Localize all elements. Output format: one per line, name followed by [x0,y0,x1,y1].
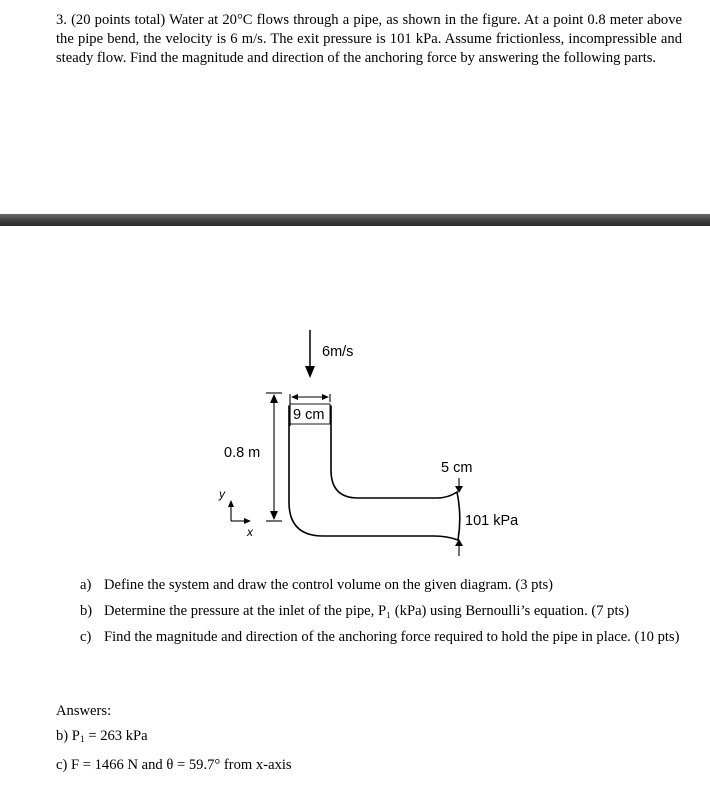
answer-c: c) F = 1466 N and θ = 59.7° from x-axis [56,757,292,773]
coordinate-axes [228,500,251,524]
answer-b-subscript: 1 [79,735,85,745]
part-c-marker: c) [80,629,92,645]
part-b-marker: b) [80,603,93,619]
exit-pressure-label: 101 kPa [465,513,519,529]
answers-heading: Answers: [56,703,112,719]
answer-b [56,727,292,750]
part-b [80,602,690,621]
x-axis-label: x [247,525,253,539]
question-parts [80,576,690,654]
part-a-marker: a) [80,577,92,593]
part-c [80,628,690,647]
pipe-inner-wall [331,406,457,498]
part-c-text: Find the magnitude and direction of the anchoring force required to hold the pipe in place. (10 pts) [104,629,680,645]
part-a [80,576,690,595]
part-a-text: Define the system and draw the control volume on the given diagram. (3 pts) [104,577,554,593]
height-dimension [266,393,282,521]
height-label: 0.8 m [224,445,261,461]
pipe-exit-end [457,492,460,540]
answer-b-value: = 263 kPa [84,728,148,744]
answers-section [56,702,292,781]
problem-text: 3. (20 points total) Water at 20°C flows through a pipe, as shown in the figure. At a point 0.8 meter above the pipe bend, the velocity is 6 m/s. The exit pressure is 101 kPa. Assume frictionless, incompressible and steady flow. Find the magnitude and direction of the anchoring force by answering the following parts. [56,12,682,66]
inlet-diameter-label: 9 cm [293,407,325,423]
part-b-text: Determine the pressure at the inlet of the pipe, P₁ (kPa) using Bernoulli’s equation. (7 pts) [104,603,630,619]
pipe-outer-wall [289,406,458,540]
exit-diameter-label: 5 cm [441,460,473,476]
y-axis-label: y [219,487,225,501]
answer-b-prefix: b) P [56,728,80,744]
velocity-label: 6m/s [322,344,354,360]
flow-arrow [305,330,315,378]
